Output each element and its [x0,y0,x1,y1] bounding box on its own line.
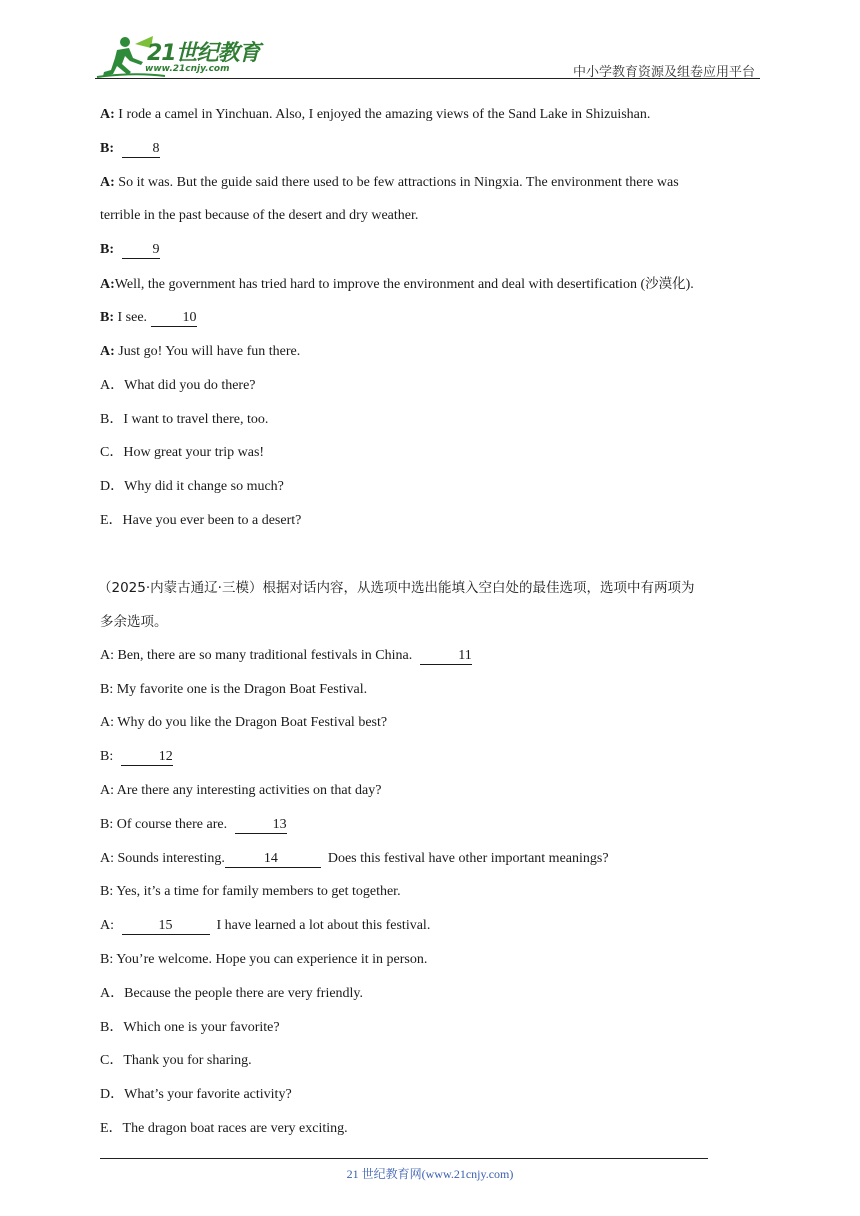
speaker-label: A: [100,107,115,122]
dialog2-line-4 [100,747,173,767]
option-b: B．I want to travel there, too. [100,412,269,427]
dialog2-line-7 [100,849,609,869]
blank-9[interactable]: 9 [122,242,160,259]
option-c: C．How great your trip was! [100,445,265,460]
option-a: A．What did you do there? [100,378,256,393]
logo-text: 21世纪教育 [147,41,260,66]
footer-link[interactable]: 21 世纪教育网(www.21cnjy.com) [346,1167,514,1181]
speaker-label: B: [100,310,114,325]
dialog2-line-6 [100,815,287,835]
option-b: B．Which one is your favorite? [100,1020,280,1035]
speaker-label: A: [100,175,115,190]
speaker-label: B: [100,141,114,156]
dialog1-line-2 [100,139,160,159]
option-a: A．Because the people there are very friendly. [100,986,364,1001]
blank-8[interactable]: 8 [122,141,160,158]
dialog1-line-1 [100,105,650,125]
blank-11[interactable]: 11 [420,648,472,665]
line-text: B: [100,749,117,764]
line-text: A: [100,918,118,933]
line-text: ). [685,277,694,292]
blank-10[interactable]: 10 [151,310,197,327]
line-text: Does this festival have other important meanings? [320,851,609,866]
chinese-gloss: 沙漠化 [645,276,686,292]
dialog2-line-2: B: My favorite one is the Dragon Boat Festival. [100,682,368,697]
option-d: D．What’s your favorite activity? [100,1087,292,1102]
dialog1-line-6 [100,308,197,328]
section2-instructions: （2025·内蒙古通辽·三模）根据对话内容，从选项中选出能填入空白处的最佳选项，选项中有两项为 [98,580,695,596]
logo-url: www.21cnjy.com [145,64,230,74]
speaker-label: A: [100,277,115,292]
line-text: A: Sounds interesting. [100,851,225,866]
speaker-label: B: [100,242,114,257]
dialog1-line-5 [100,274,694,295]
line-text: I see. [114,310,151,325]
blank-12[interactable]: 12 [121,749,173,766]
dialog2-line-8: B: Yes, it’s a time for family members to get together. [100,884,401,899]
page-header [95,30,755,80]
line-text: A: Ben, there are so many traditional festivals in China. [100,648,416,663]
dialog2-line-3: A: Why do you like the Dragon Boat Festival best? [100,715,388,730]
line-text: Just go! You will have fun there. [114,344,301,359]
dialog2-line-1 [100,646,472,666]
site-logo[interactable] [95,34,265,78]
line-text: Well, the government has tried hard to improve the environment and deal with desertification ( [114,277,646,292]
blank-14[interactable]: 14 [225,851,321,868]
option-e: E．The dragon boat races are very exciting. [100,1121,348,1136]
platform-name: 中小学教育资源及组卷应用平台 [572,65,755,80]
dialog2-line-5: A: Are there any interesting activities on that day? [100,783,382,798]
section2-instructions-cont: 多余选项。 [100,614,168,630]
header-divider [95,78,760,79]
dialog1-line-4 [100,240,160,260]
line-text: B: Of course there are. [100,817,231,832]
blank-13[interactable]: 13 [235,817,287,834]
option-d: D．Why did it change so much? [100,479,284,494]
blank-15[interactable]: 15 [122,918,210,935]
dialog2-line-10: B: You’re welcome. Hope you can experience it in person. [100,952,428,967]
option-c: C．Thank you for sharing. [100,1053,252,1068]
dialog1-line-3 [100,173,679,193]
dialog1-line-3-cont: terrible in the past because of the desert and dry weather. [100,208,419,223]
line-text: I have learned a lot about this festival. [209,918,431,933]
footer-divider [100,1158,708,1159]
dialog2-line-9 [100,916,430,936]
option-e: E．Have you ever been to a desert? [100,513,302,528]
speaker-label: A: [100,344,115,359]
line-text: So it was. But the guide said there used to be few attractions in Ningxia. The environment there was [114,175,679,190]
line-text: I rode a camel in Yinchuan. Also, I enjoyed the amazing views of the Sand Lake in Shizuishan. [114,107,651,122]
dialog1-line-7 [100,342,300,362]
